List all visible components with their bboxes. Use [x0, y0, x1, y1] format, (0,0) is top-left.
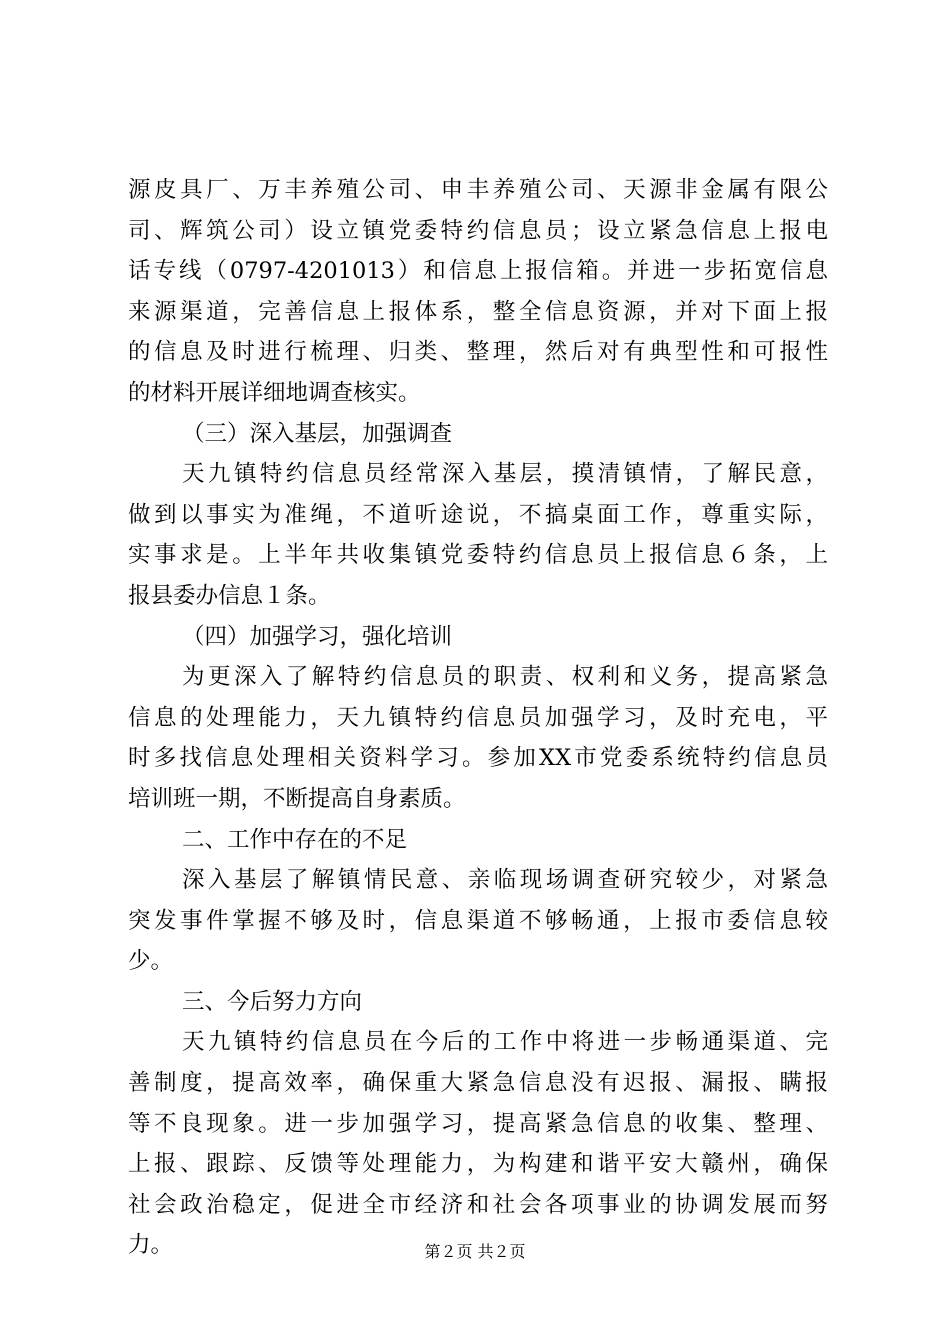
text-line: 的材料开展详细地调查核实。: [128, 379, 421, 406]
text-line: 做到以事实为准绳，不道听途说，不搞桌面工作，尊重实际，: [128, 501, 828, 528]
text-line: 少。: [128, 948, 174, 975]
text-line: 社会政治稳定，促进全市经济和社会各项事业的协调发展而努: [128, 1191, 828, 1218]
text-line: 上报、跟踪、反馈等处理能力，为构建和谐平安大赣州，确保: [128, 1151, 828, 1178]
text-line: 报县委办信息１条。: [128, 582, 331, 609]
text-line: 来源渠道，完善信息上报体系，整全信息资源，并对下面上报: [128, 298, 828, 325]
text-line: 的信息及时进行梳理、归类、整理，然后对有典型性和可报性: [128, 339, 828, 366]
text-line: 司、辉筑公司）设立镇党委特约信息员；设立紧急信息上报电: [128, 217, 828, 244]
text-line: 深入基层了解镇情民意、亲临现场调查研究较少，对紧急: [182, 867, 828, 894]
text-line: 力。: [128, 1232, 174, 1259]
text-line: 天九镇特约信息员在今后的工作中将进一步畅通渠道、完: [182, 1029, 828, 1056]
text-line: 天九镇特约信息员经常深入基层，摸清镇情，了解民意，: [182, 461, 828, 488]
text-line: 话专线（0797-4201013）和信息上报信箱。并进一步拓宽信息: [128, 258, 828, 285]
text-line: 三、今后努力方向: [182, 988, 363, 1015]
text-line: 实事求是。上半年共收集镇党委特约信息员上报信息６条，上: [128, 542, 828, 569]
text-line: 信息的处理能力，天九镇特约信息员加强学习，及时充电，平: [128, 704, 828, 731]
text-line: 源皮具厂、万丰养殖公司、申丰养殖公司、天源非金属有限公: [128, 177, 828, 203]
text-line: （四）加强学习，强化培训: [182, 623, 453, 650]
text-line: 等不良现象。进一步加强学习，提高紧急信息的收集、整理、: [128, 1110, 828, 1137]
text-line: 突发事件掌握不够及时，信息渠道不够畅通，上报市委信息较: [128, 907, 828, 934]
text-line: 二、工作中存在的不足: [182, 826, 408, 853]
document-body: [128, 170, 828, 1266]
text-line: 为更深入了解特约信息员的职责、权利和义务，提高紧急: [182, 664, 828, 691]
text-line: 培训班一期，不断提高自身素质。: [128, 785, 466, 812]
text-line: （三）深入基层，加强调查: [182, 420, 453, 447]
text-line: 善制度，提高效率，确保重大紧急信息没有迟报、漏报、瞒报: [128, 1070, 828, 1097]
text-line: 时多找信息处理相关资料学习。参加XX市党委系统特约信息员: [128, 745, 828, 772]
page-footer: 第２页 共２页: [424, 1242, 526, 1261]
